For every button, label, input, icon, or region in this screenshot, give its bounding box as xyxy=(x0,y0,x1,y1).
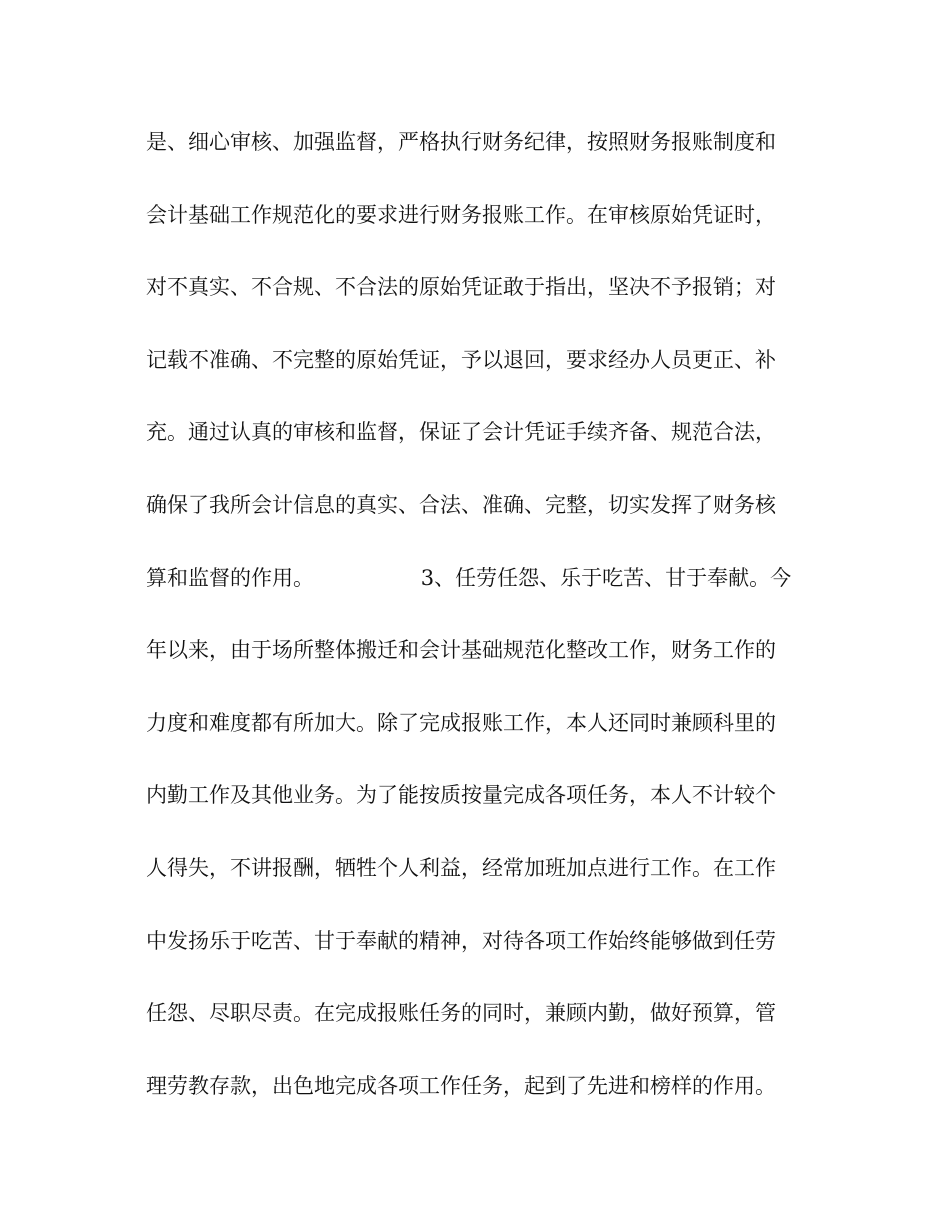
text-line: 力度和难度都有所加大。除了完成报账工作，本人还同时兼顾科里的 xyxy=(146,710,776,735)
text-line: 会计基础工作规范化的要求进行财务报账工作。在审核原始凭证时， xyxy=(146,202,776,227)
text-line: 内勤工作及其他业务。为了能按质按量完成各项任务，本人不计较个 xyxy=(146,783,776,808)
text-line: 记载不准确、不完整的原始凭证，予以退回，要求经办人员更正、补 xyxy=(146,347,776,372)
text-line: 年以来，由于场所整体搬迁和会计基础规范化整改工作，财务工作的 xyxy=(146,638,776,663)
text-line: 充。通过认真的审核和监督，保证了会计凭证手续齐备、规范合法， xyxy=(146,420,776,445)
text-line: 人得失，不讲报酬，牺牲个人利益，经常加班加点进行工作。在工作 xyxy=(146,855,776,880)
text-line: 确保了我所会计信息的真实、合法、准确、完整，切实发挥了财务核 xyxy=(146,492,776,517)
text-line: 任怨、尽职尽责。在完成报账任务的同时，兼顾内勤，做好预算，管 xyxy=(146,1001,776,1026)
text-line: 对不真实、不合规、不合法的原始凭证敢于指出，坚决不予报销；对 xyxy=(146,275,776,300)
text-line: 算和监督的作用。 3、任劳任怨、乐于吃苦、甘于奉献。今 xyxy=(146,565,792,590)
text-line: 中发扬乐于吃苦、甘于奉献的精神，对待各项工作始终能够做到任劳 xyxy=(146,928,776,953)
body-text xyxy=(146,124,806,1140)
text-line: 理劳教存款，出色地完成各项工作任务，起到了先进和榜样的作用。 xyxy=(146,1073,776,1098)
text-line: 是、细心审核、加强监督，严格执行财务纪律，按照财务报账制度和 xyxy=(146,130,776,154)
